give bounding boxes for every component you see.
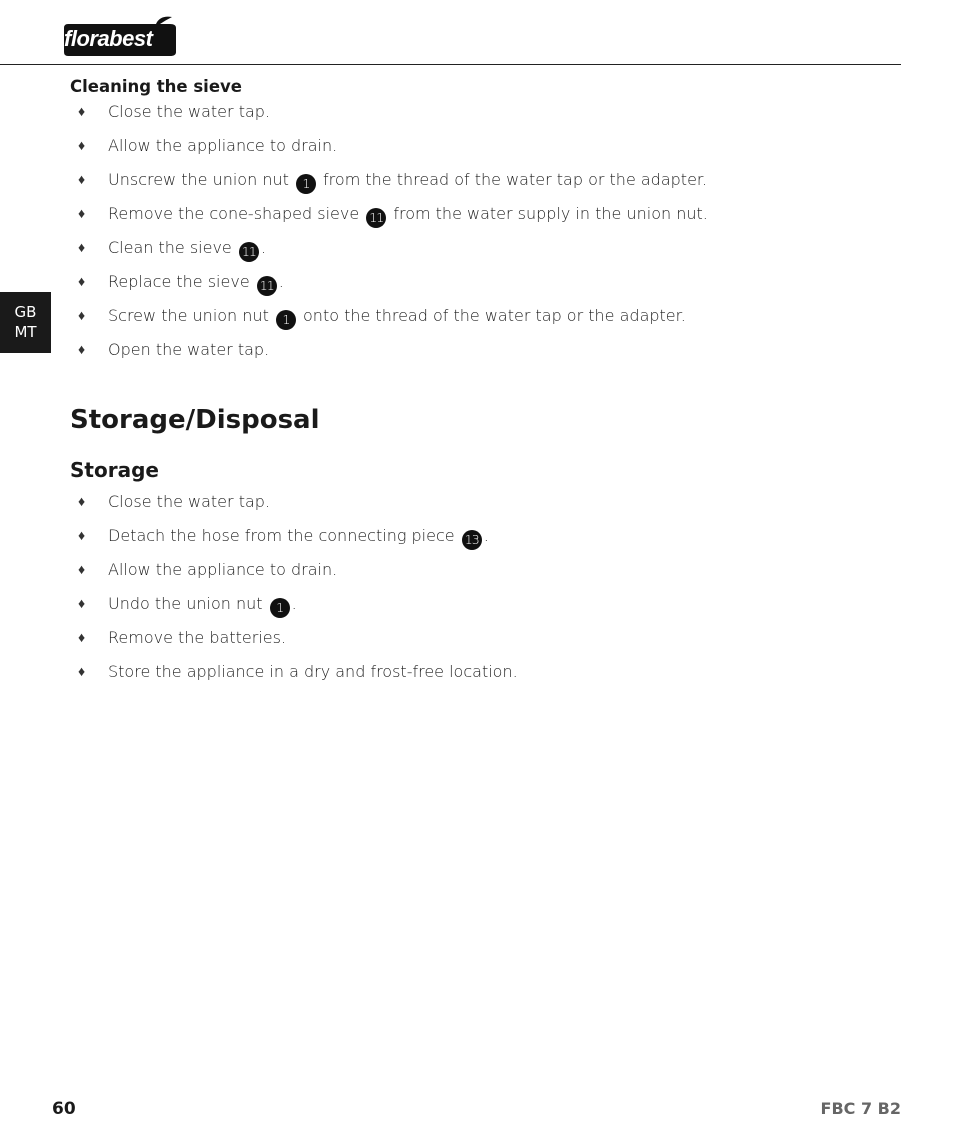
list-item (70, 626, 900, 660)
step-text: Remove the cone-shaped sieve (108, 204, 365, 223)
list-item (70, 270, 900, 304)
list-item (70, 592, 900, 626)
diamond-bullet-icon: ♦ (78, 308, 86, 324)
step-text: Detach the hose from the connecting piece (108, 526, 460, 545)
diamond-bullet-icon: ♦ (78, 596, 86, 612)
part-number-badge: 1 (276, 310, 296, 330)
step-text: Store the appliance in a dry and frost-free location. (108, 662, 518, 681)
step-text: Unscrew the union nut (108, 170, 294, 189)
language-code-mt: MT (14, 323, 37, 341)
part-number-badge: 1 (296, 174, 316, 194)
step-text: onto the thread of the water tap or the adapter. (297, 306, 686, 325)
part-number-badge: 11 (366, 208, 386, 228)
diamond-bullet-icon: ♦ (78, 528, 86, 544)
list-item (70, 168, 900, 202)
step-text: Remove the batteries. (108, 628, 286, 647)
step-text: Screw the union nut (108, 306, 274, 325)
florabest-logo (60, 16, 178, 58)
list-item (70, 490, 900, 524)
step-text: Allow the appliance to drain. (108, 136, 338, 155)
step-text: . (291, 594, 297, 613)
diamond-bullet-icon: ♦ (78, 206, 86, 222)
storage-heading: Storage (70, 458, 159, 482)
list-item (70, 660, 900, 694)
diamond-bullet-icon: ♦ (78, 494, 86, 510)
step-text: . (260, 238, 266, 257)
list-item (70, 236, 900, 270)
diamond-bullet-icon: ♦ (78, 664, 86, 680)
list-item (70, 202, 900, 236)
step-text: Close the water tap. (108, 492, 271, 511)
cleaning-sieve-heading: Cleaning the sieve (70, 77, 242, 96)
step-text: Clean the sieve (108, 238, 237, 257)
language-code-gb: GB (14, 303, 37, 321)
step-text: Allow the appliance to drain. (108, 560, 338, 579)
list-item (70, 304, 900, 338)
step-text: from the thread of the water tap or the adapter. (317, 170, 708, 189)
diamond-bullet-icon: ♦ (78, 342, 86, 358)
list-item (70, 134, 900, 168)
step-text: . (278, 272, 284, 291)
model-number: FBC 7 B2 (820, 1099, 901, 1118)
list-item (70, 524, 900, 558)
logo-wordmark: florabest (64, 26, 153, 51)
diamond-bullet-icon: ♦ (78, 172, 86, 188)
list-item (70, 558, 900, 592)
step-text: Replace the sieve (108, 272, 255, 291)
step-text: . (483, 526, 489, 545)
diamond-bullet-icon: ♦ (78, 630, 86, 646)
diamond-bullet-icon: ♦ (78, 274, 86, 290)
page-content (70, 74, 900, 694)
step-text: Close the water tap. (108, 102, 271, 121)
diamond-bullet-icon: ♦ (78, 240, 86, 256)
part-number-badge: 11 (239, 242, 259, 262)
language-tab (0, 292, 51, 353)
part-number-badge: 1 (270, 598, 290, 618)
step-text: Open the water tap. (108, 340, 270, 359)
cleaning-steps-list (70, 100, 900, 372)
part-number-badge: 11 (257, 276, 277, 296)
storage-steps-list (70, 490, 900, 694)
part-number-badge: 13 (462, 530, 482, 550)
storage-disposal-heading: Storage/Disposal (70, 405, 320, 435)
list-item (70, 338, 900, 372)
header-rule (0, 64, 901, 65)
step-text: Undo the union nut (108, 594, 268, 613)
list-item (70, 100, 900, 134)
step-text: from the water supply in the union nut. (388, 204, 708, 223)
diamond-bullet-icon: ♦ (78, 562, 86, 578)
page-number: 60 (52, 1099, 76, 1119)
diamond-bullet-icon: ♦ (78, 138, 86, 154)
diamond-bullet-icon: ♦ (78, 104, 86, 120)
